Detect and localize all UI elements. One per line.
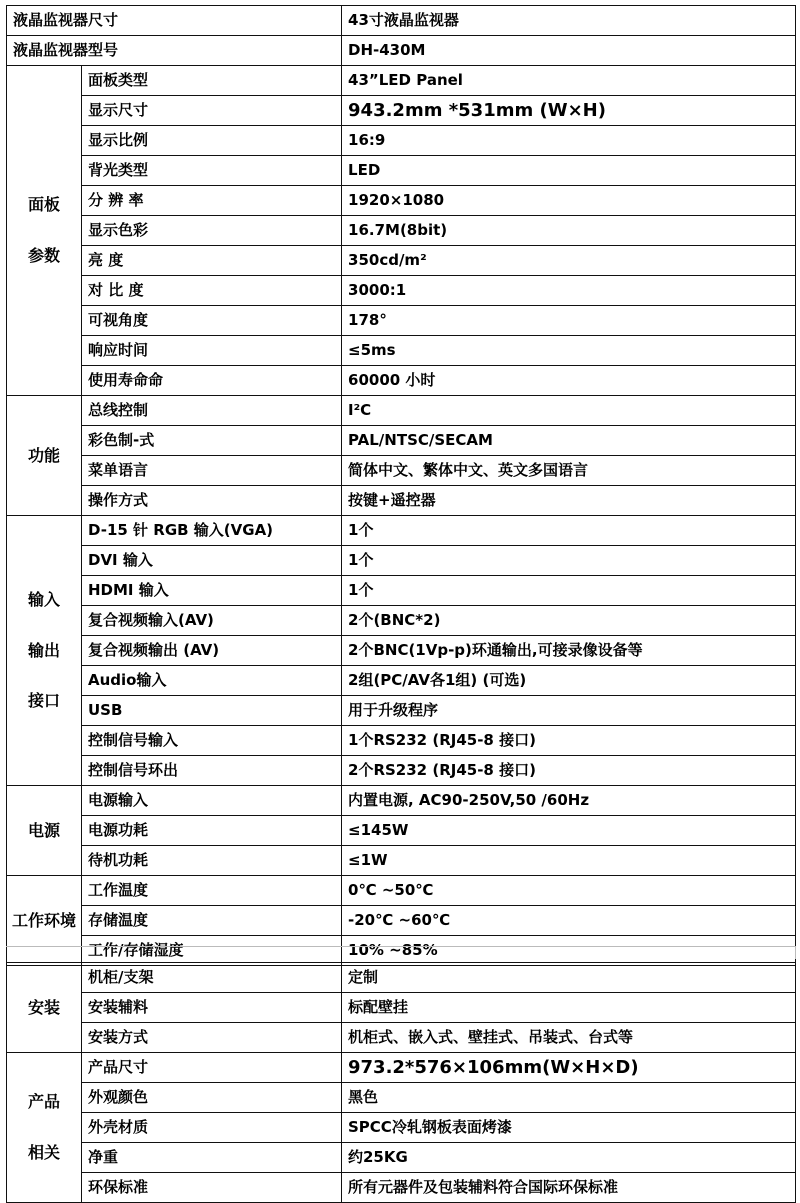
spec-label: DVI 输入 [82,546,342,576]
spec-label: 可视角度 [82,306,342,336]
spec-value: 350cd/m² [342,246,796,276]
spec-label: 响应时间 [82,336,342,366]
table-row [7,1083,796,1113]
spec-label: 外壳材质 [82,1113,342,1143]
table-row [7,36,796,66]
spec-value: 16.7M(8bit) [342,216,796,246]
spec-value: 所有元器件及包装辅料符合国际环保标准 [342,1173,796,1203]
group-label [7,786,82,876]
spec-value: 2组(PC/AV各1组) (可选) [342,666,796,696]
group-label [7,516,82,786]
table-row [7,1023,796,1053]
table-row [7,396,796,426]
spec-value: DH-430M [342,36,796,66]
table-row [7,456,796,486]
spec-value: 1个 [342,546,796,576]
group-label [7,1053,82,1203]
spec-label: HDMI 输入 [82,576,342,606]
table-row [7,876,796,906]
spec-label: 控制信号环出 [82,756,342,786]
spec-value: 标配壁挂 [342,993,796,1023]
spec-table-main [6,5,796,966]
table-row [7,306,796,336]
group-label-line: 相关 [27,1143,60,1162]
spec-label: 电源输入 [82,786,342,816]
spec-label: 显示尺寸 [82,96,342,126]
spec-label: 机柜/支架 [82,963,342,993]
table-row [7,726,796,756]
table-row [7,126,796,156]
table-row [7,576,796,606]
spec-label: 待机功耗 [82,846,342,876]
spec-label: 彩色制-式 [82,426,342,456]
table-row [7,846,796,876]
spec-value: 用于升级程序 [342,696,796,726]
group-label-line: 面板 [27,195,60,215]
spec-value: ≤5ms [342,336,796,366]
table-row [7,216,796,246]
table-row [7,1173,796,1203]
spec-label: 外观颜色 [82,1083,342,1113]
spec-label: D-15 针 RGB 输入(VGA) [82,516,342,546]
spec-label: 对 比 度 [82,276,342,306]
table-row [7,186,796,216]
spec-value: 43”LED Panel [342,66,796,96]
table-row [7,156,796,186]
spec-value: 943.2mm *531mm (W×H) [342,96,796,126]
spec-value: 60000 小时 [342,366,796,396]
spec-value: 10% ~85% [342,936,796,966]
table-row [7,96,796,126]
table-row [7,906,796,936]
spec-value: 定制 [342,963,796,993]
spec-value: SPCC冷轧钢板表面烤漆 [342,1113,796,1143]
spec-label: 存储温度 [82,906,342,936]
spec-label: 安装方式 [82,1023,342,1053]
group-label-line: 输入 [27,590,60,610]
table-row [7,1053,796,1083]
table-row [7,486,796,516]
table-row [7,276,796,306]
spec-label: 使用寿命命 [82,366,342,396]
spec-label: 电源功耗 [82,816,342,846]
group-label-line: 安装 [27,997,60,1017]
spec-value: 2个(BNC*2) [342,606,796,636]
table-row [7,636,796,666]
spec-label: 菜单语言 [82,456,342,486]
spec-label: 操作方式 [82,486,342,516]
spec-value: 16:9 [342,126,796,156]
spec-label: 控制信号输入 [82,726,342,756]
spec-label: 环保标准 [82,1173,342,1203]
spec-label: 背光类型 [82,156,342,186]
spec-label: 分 辨 率 [82,186,342,216]
spec-value: 1个RS232 (RJ45-8 接口) [342,726,796,756]
spec-value: 黑色 [342,1083,796,1113]
spec-label: 液晶监视器型号 [7,36,342,66]
spec-value: -20℃ ~60℃ [342,906,796,936]
spec-label: 净重 [82,1143,342,1173]
spec-label: 总线控制 [82,396,342,426]
table-row [7,516,796,546]
group-label-line: 工作环境 [11,910,76,930]
spec-value: 1920×1080 [342,186,796,216]
table-row [7,246,796,276]
table-row [7,426,796,456]
table-row [7,66,796,96]
spec-label: Audio输入 [82,666,342,696]
group-label-line: 产品 [27,1092,60,1112]
spec-table-secondary [6,962,796,1203]
group-label-line: 电源 [27,820,60,840]
group-label-line: 输出 [27,640,60,660]
spec-label: 安装辅料 [82,993,342,1023]
table-row [7,993,796,1023]
group-label-line: 功能 [27,445,60,465]
spec-value: 1个 [342,516,796,546]
spec-value: LED [342,156,796,186]
spec-label: 复合视频输出 (AV) [82,636,342,666]
group-label [7,396,82,516]
spec-label: 显示色彩 [82,216,342,246]
spec-label: 液晶监视器尺寸 [7,6,342,36]
spec-value: 内置电源, AC90-250V,50 /60Hz [342,786,796,816]
spec-label: 亮 度 [82,246,342,276]
table-row [7,786,796,816]
spec-label: 复合视频输入(AV) [82,606,342,636]
spec-label: 工作/存储湿度 [82,936,342,966]
table-row [7,366,796,396]
spec-value: 178° [342,306,796,336]
table-row [7,666,796,696]
table-row [7,6,796,36]
spec-value: ≤1W [342,846,796,876]
spec-value: 机柜式、嵌入式、壁挂式、吊装式、台式等 [342,1023,796,1053]
spec-value: I²C [342,396,796,426]
group-label [7,963,82,1053]
table-row [7,963,796,993]
spec-value: 简体中文、繁体中文、英文多国语言 [342,456,796,486]
spec-label: 产品尺寸 [82,1053,342,1083]
table-row [7,1143,796,1173]
spec-value: 973.2*576×106mm(W×H×D) [342,1053,796,1083]
spec-label: 显示比例 [82,126,342,156]
table-row [7,756,796,786]
spec-label: 面板类型 [82,66,342,96]
spec-value: 2个BNC(1Vp-p)环通输出,可接录像设备等 [342,636,796,666]
table-row [7,546,796,576]
page-break-divider [6,946,796,959]
spec-value: 3000:1 [342,276,796,306]
spec-value: ≤145W [342,816,796,846]
group-label [7,66,82,396]
table-row [7,696,796,726]
group-label-line: 参数 [27,246,60,265]
spec-label: 工作温度 [82,876,342,906]
spec-value: 43寸液晶监视器 [342,6,796,36]
table-row [7,1113,796,1143]
table-row [7,336,796,366]
spec-value: 2个RS232 (RJ45-8 接口) [342,756,796,786]
spec-value: 1个 [342,576,796,606]
spec-value: 0℃ ~50℃ [342,876,796,906]
table-row [7,816,796,846]
spec-label: USB [82,696,342,726]
group-label-line: 接口 [27,691,60,711]
table-row [7,606,796,636]
spec-value: PAL/NTSC/SECAM [342,426,796,456]
spec-value: 按键+遥控器 [342,486,796,516]
spec-value: 约25KG [342,1143,796,1173]
